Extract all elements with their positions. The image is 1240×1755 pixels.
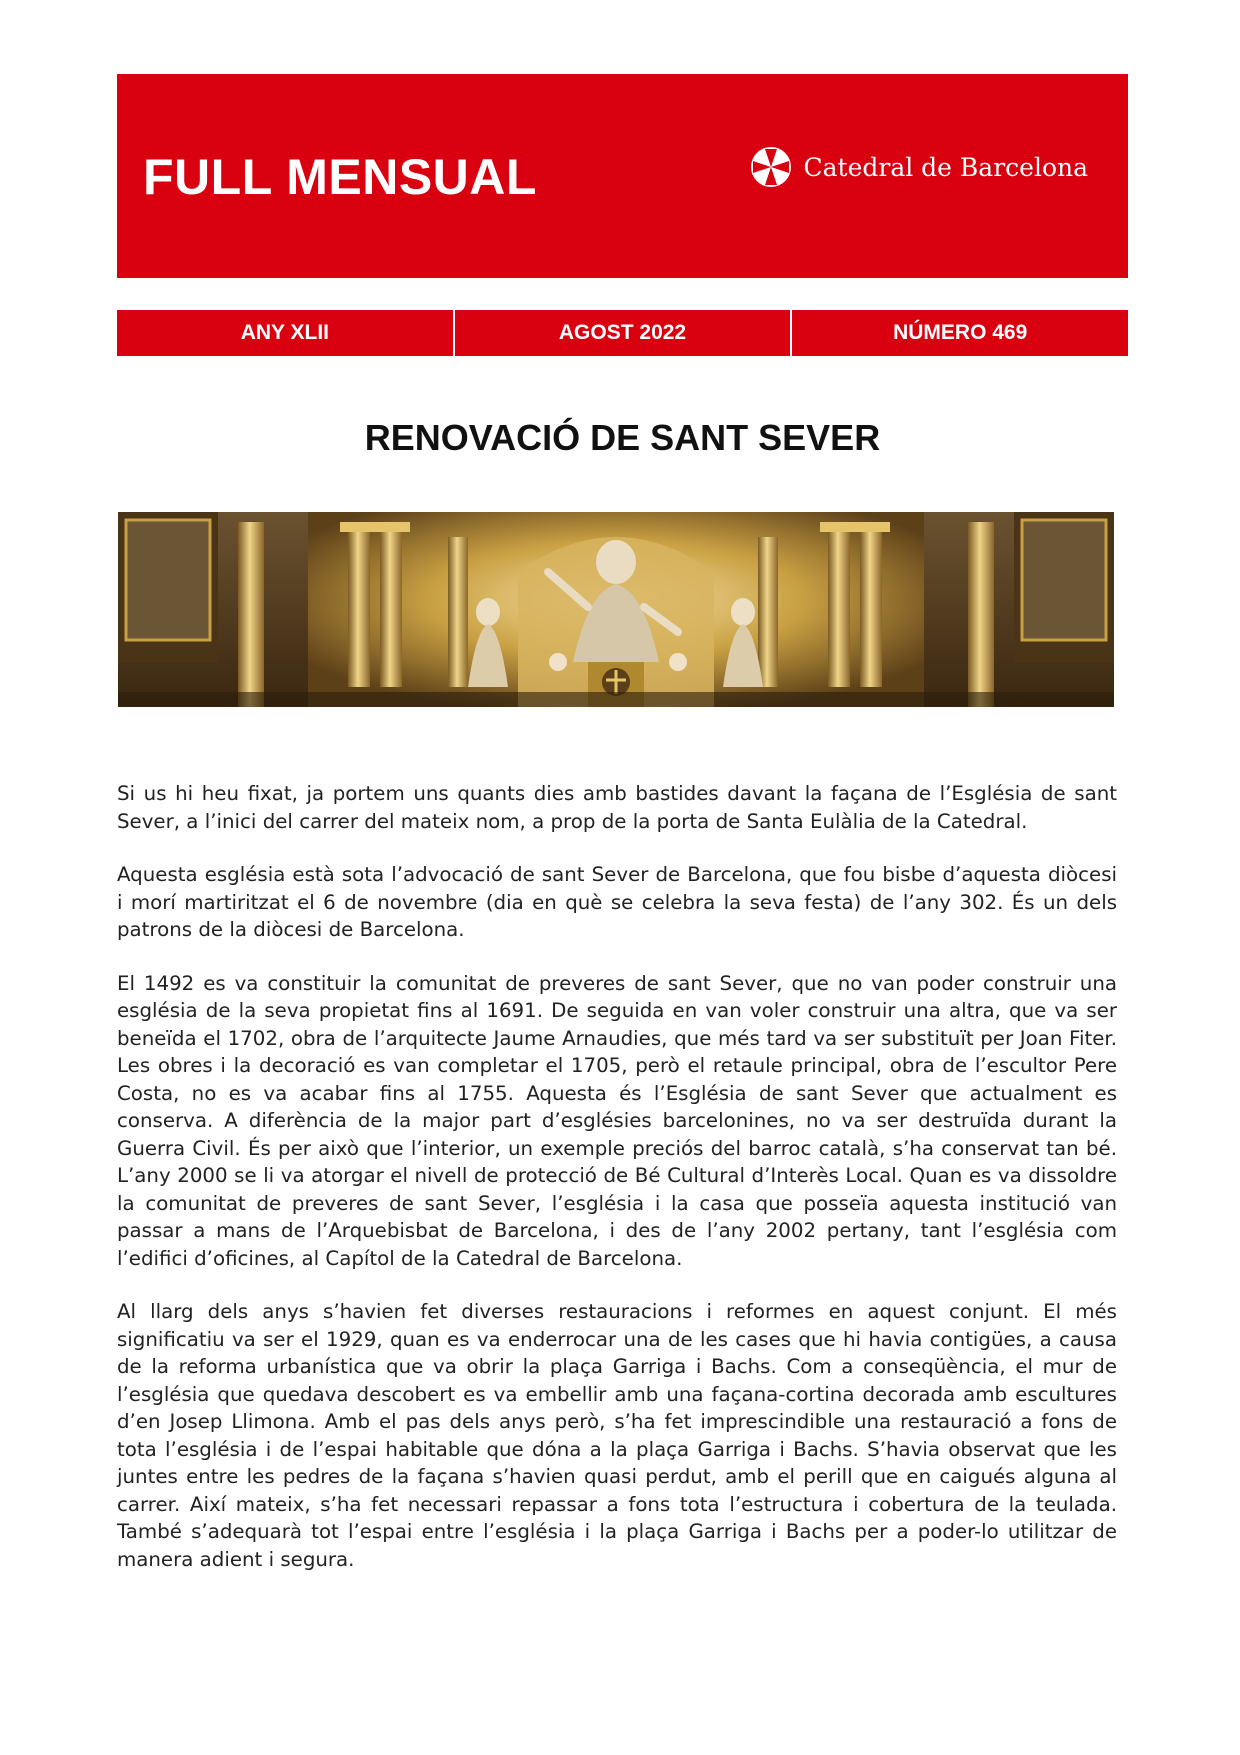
- baroque-altarpiece-image: [118, 512, 1114, 707]
- article-paragraph: Al llarg dels anys s’havien fet diverses restauracions i reformes en aquest conjunt. El més significatiu va ser el 1929, quan es va enderrocar una de les cases que hi havia contigües, a causa de la reforma urbanística que va obrir la plaça Garriga i Bachs. Com a conseqüència, el mur de l’església que quedava descobert es va embellir amb una façana-cortina decorada amb escultures d’en Josep Llimona. Amb el pas dels anys però, s’ha fet imprescindible una restauració a fons de tota l’església i de l’espai habitable que dóna a la plaça Garriga i Bachs. S’havia observat que les juntes entre les pedres de la façana s’havien quasi perdut, amb el perill que en caigués alguna al carrer. Així mateix, s’ha fet necessari repassar a fons tota l’estructura i cobertura de la teulada. També s’adequarà tot l’espai entre l’església i la plaça Garriga i Bachs per a poder-lo utilitzar de manera adient i segura.: [117, 1300, 1117, 1571]
- article-paragraph: Si us hi heu fixat, ja portem uns quants dies amb bastides davant la façana de l’Església de sant Sever, a l’inici del carrer del mateix nom, a prop de la porta de Santa Eulàlia de la Catedral.: [117, 782, 1117, 833]
- issue-info-bar: [117, 310, 1128, 356]
- altarpiece-illustration: [118, 512, 1114, 707]
- cross-pattee-logo-icon: [750, 146, 792, 188]
- issue-number: NÚMERO 469: [790, 310, 1128, 356]
- brand-name: Catedral de Barcelona: [803, 152, 1088, 182]
- issue-date: AGOST 2022: [453, 310, 791, 356]
- article-paragraph: El 1492 es va constituir la comunitat de preveres de sant Sever, que no van poder construir una església de la seva propietat fins al 1691. De seguida en van voler construir una altra, que va ser beneïda el 1702, obra de l’arquitecte Jaume Arnaudies, que més tard va ser substituït per Joan Fiter. Les obres i la decoració es van completar el 1705, però el retaule principal, obra de l’escultor Pere Costa, no es va acabar fins al 1755. Aquesta és l’Església de sant Sever que actualment es conserva. A diferència de la major part d’esglésies barcelonines, no va ser destruïda durant la Guerra Civil. És per això que l’interior, un exemple preciós del barroc català, s’ha conservat tan bé. L’any 2000 se li va atorgar el nivell de protecció de Bé Cultural d’Interès Local. Quan es va dissoldre la comunitat de preveres de sant Sever, l’església i la casa que posseïa aquesta institució van passar a mans de l’Arquebisbat de Barcelona, i des de l’any 2002 pertany, tant l’església com l’edifici d’oficines, al Capítol de la Catedral de Barcelona.: [117, 971, 1117, 1270]
- article-title: RENOVACIÓ DE SANT SEVER: [364, 417, 881, 458]
- masthead: [117, 74, 1128, 278]
- masthead-title: FULL MENSUAL: [143, 149, 537, 205]
- issue-year: ANY XLII: [240, 321, 329, 344]
- article-paragraph: Aquesta església està sota l’advocació de sant Sever de Barcelona, que fou bisbe d’aquesta diòcesi i morí martiritzat el 6 de novembre (dia en què se celebra la seva festa) de l’any 302. És un dels patrons de la diòcesi de Barcelona.: [117, 863, 1117, 941]
- brand: [750, 146, 1089, 188]
- article-body: [117, 780, 1117, 1599]
